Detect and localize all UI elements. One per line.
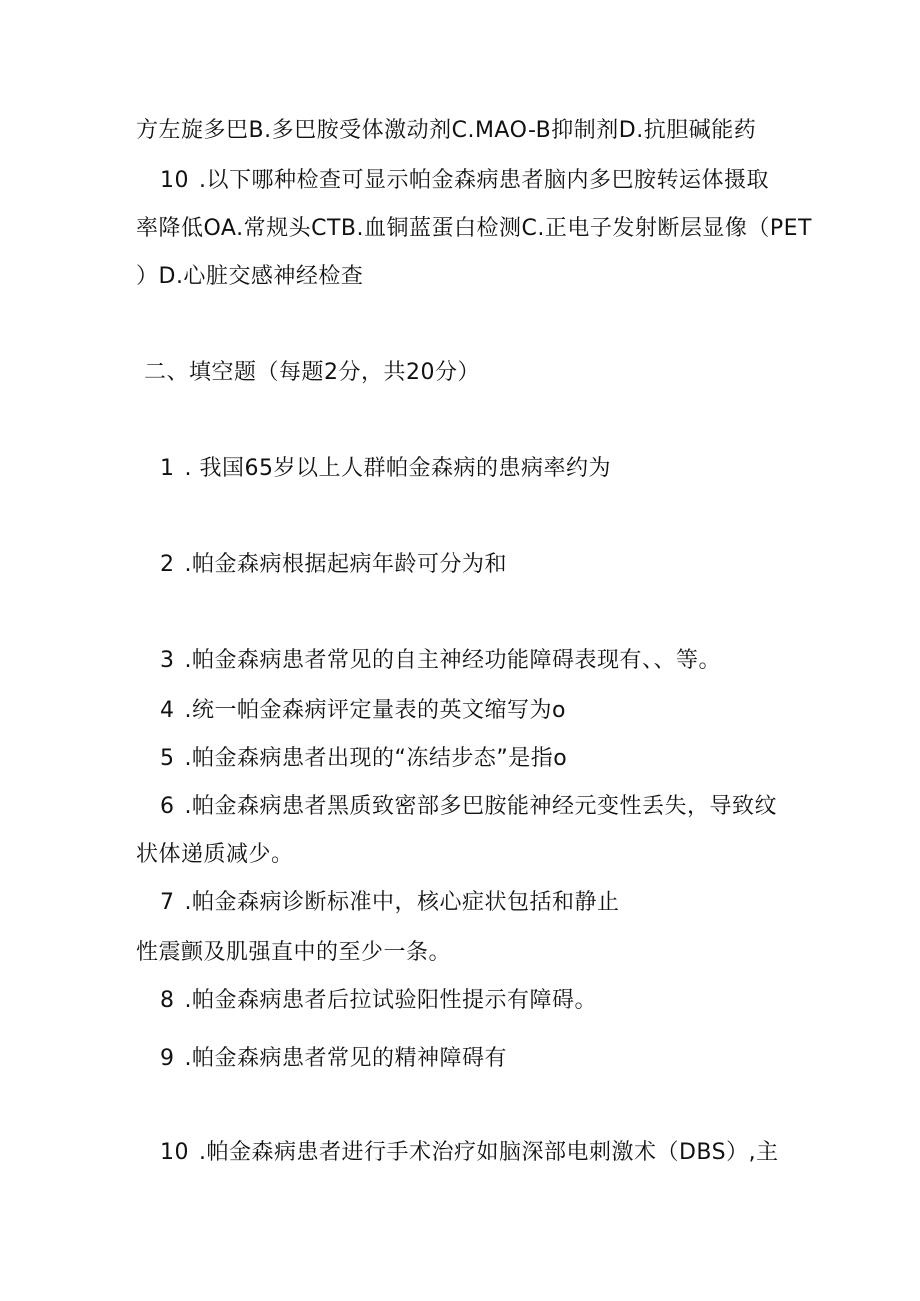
blank-item-8	[160, 986, 597, 1016]
blank-item-9	[160, 1044, 507, 1074]
question-10-line1	[160, 166, 769, 196]
item-number: 5	[160, 746, 175, 771]
item-text: .帕金森病患者进行手术治疗如脑深部电刺激术（DBS）,主	[199, 1140, 779, 1165]
item-text: .帕金森病患者后拉试验阳性提示有障碍。	[184, 988, 597, 1013]
blank-item-6	[160, 792, 777, 822]
item-number: 8	[160, 988, 175, 1013]
item-number: 2	[160, 552, 175, 577]
carryover-options-line: 方左旋多巴B.多巴胺受体激动剂C.MAO-B抑制剂D.抗胆碱能药	[136, 118, 757, 143]
item-number: 10	[160, 1140, 189, 1165]
item-number: 1	[160, 456, 175, 481]
item-text: .帕金森病患者出现的“冻结步态”是指o	[184, 746, 568, 771]
blank-item-7-continuation: 性震颤及肌强直中的至少一条。	[136, 940, 452, 965]
question-number: 10	[160, 168, 189, 193]
blank-item-10	[160, 1138, 779, 1168]
blank-item-4	[160, 696, 566, 726]
blank-item-7	[160, 888, 620, 918]
item-number: 3	[160, 648, 175, 673]
blank-item-5	[160, 744, 567, 774]
blank-item-3	[160, 646, 721, 676]
question-10-line3: ）D.心脏交感神经检查	[136, 264, 364, 289]
item-text: .帕金森病根据起病年龄可分为和	[184, 552, 507, 577]
item-text: .帕金森病患者常见的自主神经功能障碍表现有、、等。	[184, 648, 721, 673]
item-text: .帕金森病诊断标准中，核心症状包括和静止	[184, 890, 620, 915]
item-text: .帕金森病患者常见的精神障碍有	[184, 1046, 507, 1071]
item-number: 7	[160, 890, 175, 915]
item-text: .帕金森病患者黑质致密部多巴胺能神经元变性丢失，导致纹	[184, 794, 777, 819]
item-text: .统一帕金森病评定量表的英文缩写为o	[184, 698, 566, 723]
item-number: 6	[160, 794, 175, 819]
blank-item-6-continuation: 状体递质减少。	[136, 842, 294, 867]
question-10-line2: 率降低OA.常规头CTB.血铜蓝蛋白检测C.正电子发射断层显像（PET	[136, 216, 812, 241]
blank-item-2	[160, 550, 507, 580]
item-text: . 我国65岁以上人群帕金森病的患病率约为	[184, 456, 611, 481]
blank-item-1	[160, 454, 611, 484]
question-text: .以下哪种检查可显示帕金森病患者脑内多巴胺转运体摄取	[199, 168, 769, 193]
item-number: 4	[160, 698, 175, 723]
item-number: 9	[160, 1046, 175, 1071]
section-title: 二、填空题（每题2分，共20分）	[144, 360, 480, 385]
